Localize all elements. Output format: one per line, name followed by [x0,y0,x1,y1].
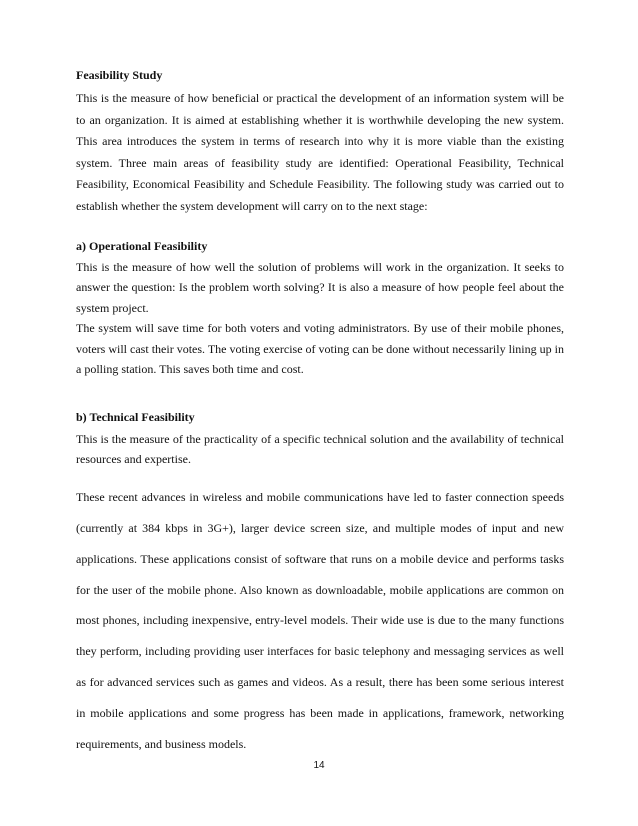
section-feasibility-study [76,67,564,218]
paragraph: This is the measure of the practicality of a specific technical solution and the availability of technical resources and expertise. [76,432,564,467]
section-heading: a) Operational Feasibility [76,239,208,253]
paragraph: This is the measure of how well the solution of problems will work in the organization. It seeks to answer the question: Is the problem worth solving? It is also a measure of how people feel about the system project. [76,260,564,315]
section-operational-feasibility [76,238,564,379]
page-number: 14 [313,760,325,771]
paragraph: These recent advances in wireless and mobile communications have led to faster connection speeds (currently at 384 kbps in 3G+), larger device screen size, and multiple modes of input and new applications. These applications consist of software that runs on a mobile device and performs tasks for the user of the mobile phone. Also known as downloadable, mobile applications are common on most phones, including inexpensive, entry-level models. Their wide use is due to the many functions they perform, including providing user interfaces for basic telephony and messaging services as well as for advanced services such as games and videos. As a result, there has been some serious interest in mobile applications and some progress has been made in applications, framework, networking requirements, and business models. [76,489,564,752]
paragraph: This is the measure of how beneficial or practical the development of an information system will be to an organization. It is aimed at establishing whether it is worthwhile developing the new system. This area introduces the system in terms of research into why it is more viable than the existing system. Three main areas of feasibility study are identified: Operational Feasibility, Technical Feasibility, Economical Feasibility and Schedule Feasibility. The following study was carried out to establish whether the system development will carry on to the next stage: [76,91,564,213]
section-heading: Feasibility Study [76,68,163,82]
section-technical-feasibility [76,409,564,760]
section-heading: b) Technical Feasibility [76,410,195,424]
paragraph: The system will save time for both voters and voting administrators. By use of their mobile phones, voters will cast their votes. The voting exercise of voting can be done without necessarily lining up in a polling station. This saves both time and cost. [76,321,564,377]
